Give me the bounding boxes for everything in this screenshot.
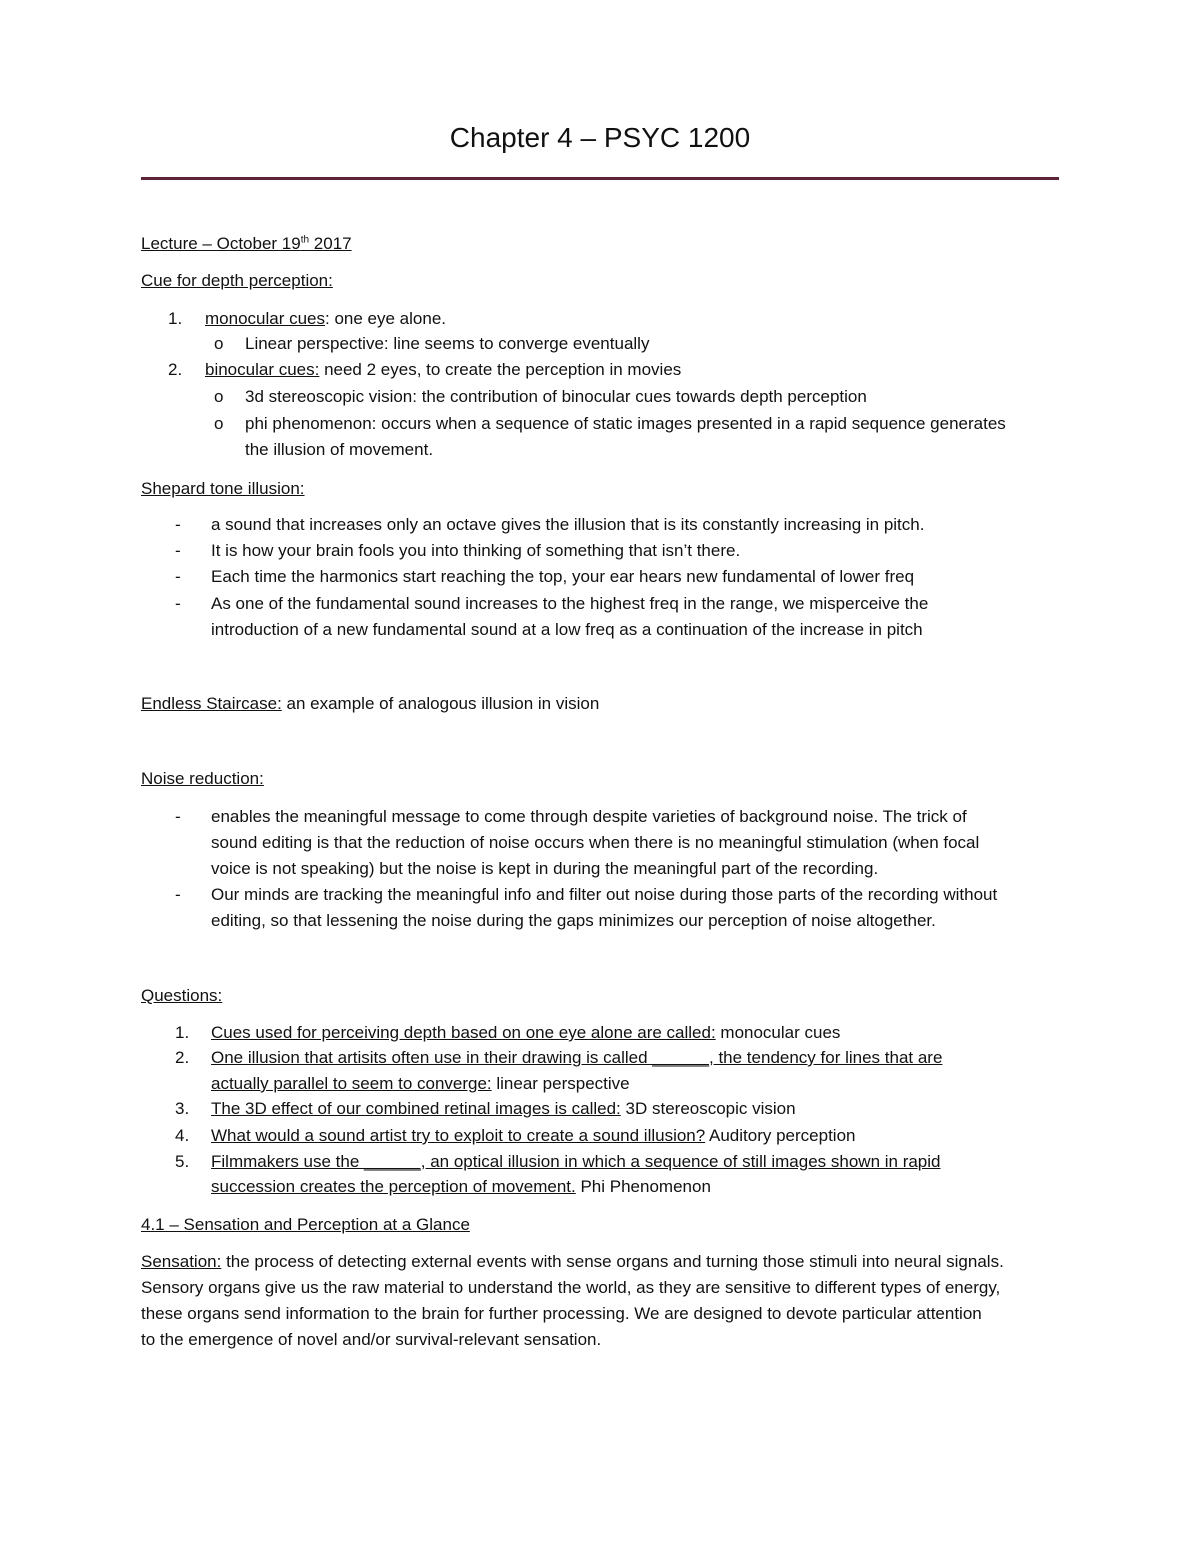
bullet-marker: - (175, 885, 181, 904)
bullet-marker: - (175, 594, 181, 613)
sensation-paragraph-line: these organs send information to the brain for further processing. We are designed to devote particular attention (141, 1304, 982, 1323)
question-item: The 3D effect of our combined retinal images is called: 3D stereoscopic vision (211, 1099, 796, 1118)
question-item: What would a sound artist try to exploit to create a sound illusion? Auditory perception (211, 1126, 856, 1145)
sensation-paragraph-line: Sensory organs give us the raw material to understand the world, as they are sensitive to different types of energy, (141, 1278, 1001, 1297)
list-item: binocular cues: need 2 eyes, to create the perception in movies (205, 360, 682, 379)
sublist-item: Linear perspective: line seems to converge eventually (245, 334, 650, 353)
lecture-date: Lecture – October 19th 2017 (141, 234, 352, 253)
question-number: 5. (175, 1152, 190, 1171)
bullet-marker: - (175, 515, 181, 534)
question-item: Filmmakers use the ______, an optical illusion in which a sequence of still images shown in rapid (211, 1152, 941, 1171)
depth-heading: Cue for depth perception: (141, 271, 333, 290)
sensation-paragraph-line: to the emergence of novel and/or survival-relevant sensation. (141, 1330, 602, 1349)
shepard-heading: Shepard tone illusion: (141, 479, 305, 498)
bullet-item: As one of the fundamental sound increases to the highest freq in the range, we misperceive the (211, 594, 929, 613)
bullet-item-continued: voice is not speaking) but the noise is kept in during the meaningful part of the recording. (211, 859, 879, 878)
sensation-paragraph: Sensation: the process of detecting external events with sense organs and turning those stimuli into neural signals. (141, 1252, 1004, 1271)
bullet-item-continued: editing, so that lessening the noise during the gaps minimizes our perception of noise altogether. (211, 911, 936, 930)
noise-heading: Noise reduction: (141, 769, 264, 788)
list-marker: 2. (168, 360, 183, 379)
staircase-paragraph: Endless Staircase: an example of analogous illusion in vision (141, 694, 600, 713)
list-item: monocular cues: one eye alone. (205, 309, 446, 328)
bullet-marker: - (175, 807, 181, 826)
section-heading: 4.1 – Sensation and Perception at a Glance (141, 1215, 470, 1234)
questions-heading: Questions: (141, 986, 223, 1005)
question-number: 2. (175, 1048, 190, 1067)
sublist-item: 3d stereoscopic vision: the contribution of binocular cues towards depth perception (245, 387, 867, 406)
question-number: 1. (175, 1023, 190, 1042)
question-item: Cues used for perceiving depth based on one eye alone are called: monocular cues (211, 1023, 841, 1042)
bullet-item-continued: introduction of a new fundamental sound at a low freq as a continuation of the increase in pitch (211, 620, 923, 639)
bullet-item: Each time the harmonics start reaching the top, your ear hears new fundamental of lower freq (211, 567, 915, 586)
bullet-marker: - (175, 541, 181, 560)
bullet-item: a sound that increases only an octave gives the illusion that is its constantly increasing in pitch. (211, 515, 925, 534)
bullet-item: It is how your brain fools you into thinking of something that isn’t there. (211, 541, 741, 560)
sublist-marker: o (214, 387, 224, 406)
list-marker: 1. (168, 309, 183, 328)
question-item-continued: actually parallel to seem to converge: linear perspective (211, 1074, 630, 1093)
sublist-marker: o (214, 334, 224, 353)
question-item: One illusion that artisits often use in their drawing is called ______, the tendency for lines that are (211, 1048, 943, 1067)
question-number: 3. (175, 1099, 190, 1118)
bullet-item: Our minds are tracking the meaningful info and filter out noise during those parts of the recording without (211, 885, 998, 904)
bullet-marker: - (175, 567, 181, 586)
bullet-item-continued: sound editing is that the reduction of noise occurs when there is no meaningful stimulation (when focal (211, 833, 980, 852)
page-title: Chapter 4 – PSYC 1200 (449, 122, 751, 153)
question-item-continued: succession creates the perception of movement. Phi Phenomenon (211, 1177, 711, 1196)
title-divider (141, 177, 1059, 180)
sublist-marker: o (214, 414, 224, 433)
bullet-item: enables the meaningful message to come through despite varieties of background noise. The trick of (211, 807, 967, 826)
question-number: 4. (175, 1126, 190, 1145)
sublist-item: phi phenomenon: occurs when a sequence of static images presented in a rapid sequence generates (245, 414, 1006, 433)
sublist-item-continued: the illusion of movement. (245, 440, 434, 459)
